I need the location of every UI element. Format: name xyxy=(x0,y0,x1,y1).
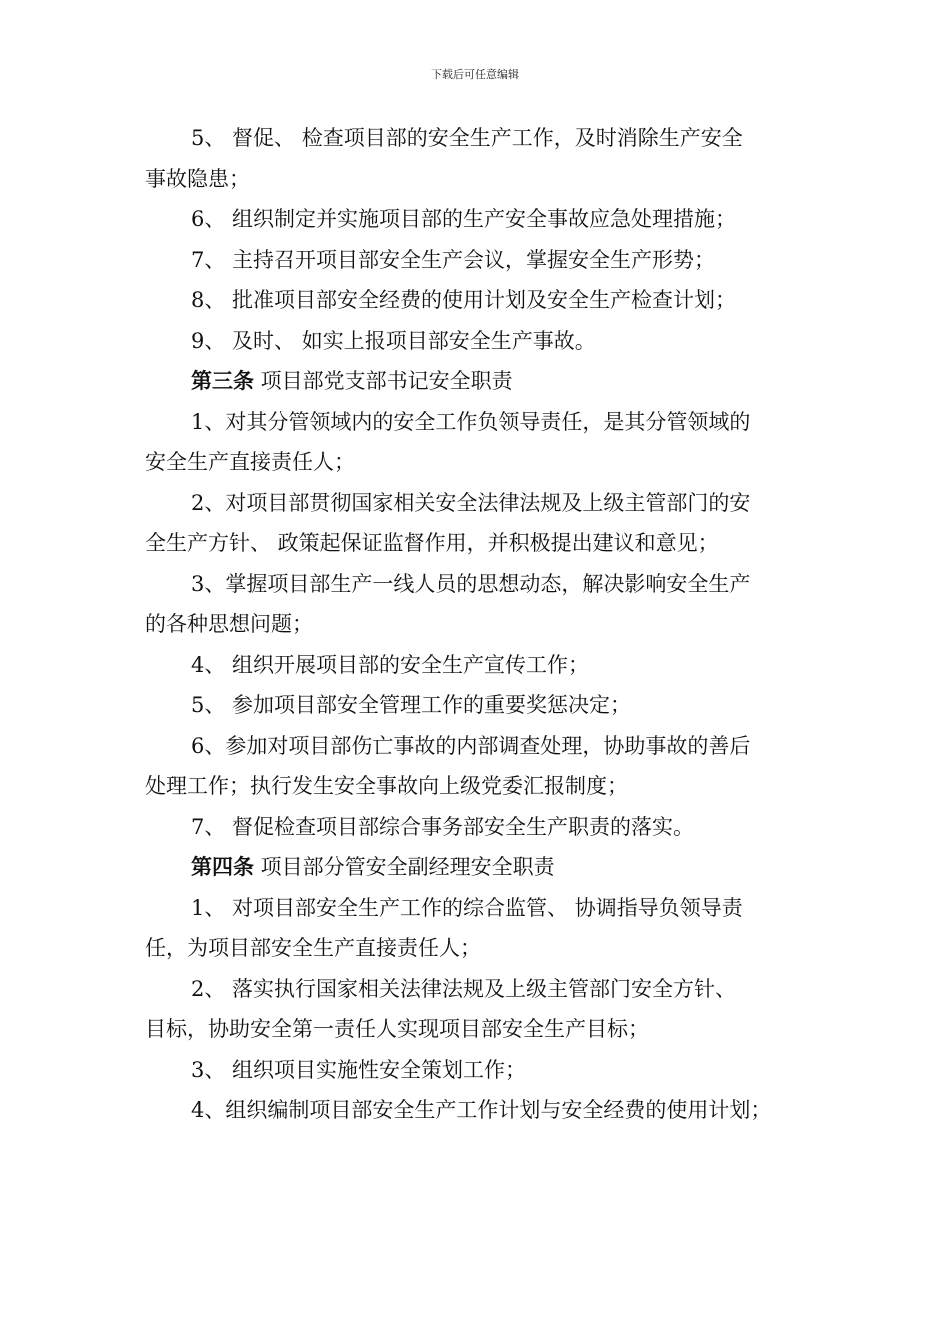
duty-item-continuation: 任，为项目部安全生产直接责任人； xyxy=(145,936,481,960)
page-header: 下载后可任意编辑 xyxy=(431,68,519,81)
duty-item: 7、 督促检查项目部综合事务部安全生产职责的落实。 xyxy=(191,814,695,839)
duty-item: 1、 对项目部安全生产工作的综合监管、 协调指导负领导责 xyxy=(191,895,743,920)
duty-item: 4、 组织开展项目部的安全生产宣传工作； xyxy=(191,652,590,677)
article-title: 项目部党支部书记安全职责 xyxy=(254,369,513,393)
article-heading xyxy=(145,361,825,402)
duty-item: 6、 组织制定并实施项目部的生产安全事故应急处理措施； xyxy=(191,207,737,231)
duty-item: 8、 批准项目部安全经费的使用计划及安全生产检查计划； xyxy=(191,288,737,312)
duty-item: 3、 组织项目实施性安全策划工作； xyxy=(191,1057,527,1082)
duty-item-continuation: 处理工作；执行发生安全事故向上级党委汇报制度； xyxy=(145,774,628,798)
article-heading xyxy=(145,847,825,888)
article-number: 第四条 xyxy=(191,854,254,879)
duty-item: 7、 主持召开项目部安全生产会议，掌握安全生产形势； xyxy=(191,247,716,272)
duty-item: 5、 参加项目部安全管理工作的重要奖惩决定； xyxy=(191,693,632,717)
article-number: 第三条 xyxy=(191,368,254,393)
duty-item-continuation: 的各种思想问题； xyxy=(145,612,313,636)
duty-item-continuation: 事故隐患； xyxy=(145,166,250,191)
duty-item: 2、 落实执行国家相关法律法规及上级主管部门安全方针、 xyxy=(191,976,737,1001)
duty-item: 3、掌握项目部生产一线人员的思想动态，解决影响安全生产 xyxy=(191,571,751,596)
duty-item: 4、组织编制项目部安全生产工作计划与安全经费的使用计划； xyxy=(191,1098,772,1122)
duty-item-continuation: 全生产方针、 政策起保证监督作用，并积极提出建议和意见； xyxy=(145,531,719,555)
duty-item: 9、 及时、 如实上报项目部安全生产事故。 xyxy=(191,328,596,353)
duty-item: 1、对其分管领域内的安全工作负领导责任，是其分管领域的 xyxy=(191,409,751,434)
article-title: 项目部分管安全副经理安全职责 xyxy=(254,855,555,879)
document-body xyxy=(145,118,825,1131)
duty-item-continuation: 安全生产直接责任人； xyxy=(145,450,355,474)
duty-item-continuation: 目标，协助安全第一责任人实现项目部安全生产目标； xyxy=(145,1017,649,1041)
duty-item: 2、对项目部贯彻国家相关安全法律法规及上级主管部门的安 xyxy=(191,490,751,515)
duty-item: 5、 督促、 检查项目部的安全生产工作，及时消除生产安全 xyxy=(191,126,743,150)
duty-item: 6、参加对项目部伤亡事故的内部调查处理，协助事故的善后 xyxy=(191,733,751,758)
